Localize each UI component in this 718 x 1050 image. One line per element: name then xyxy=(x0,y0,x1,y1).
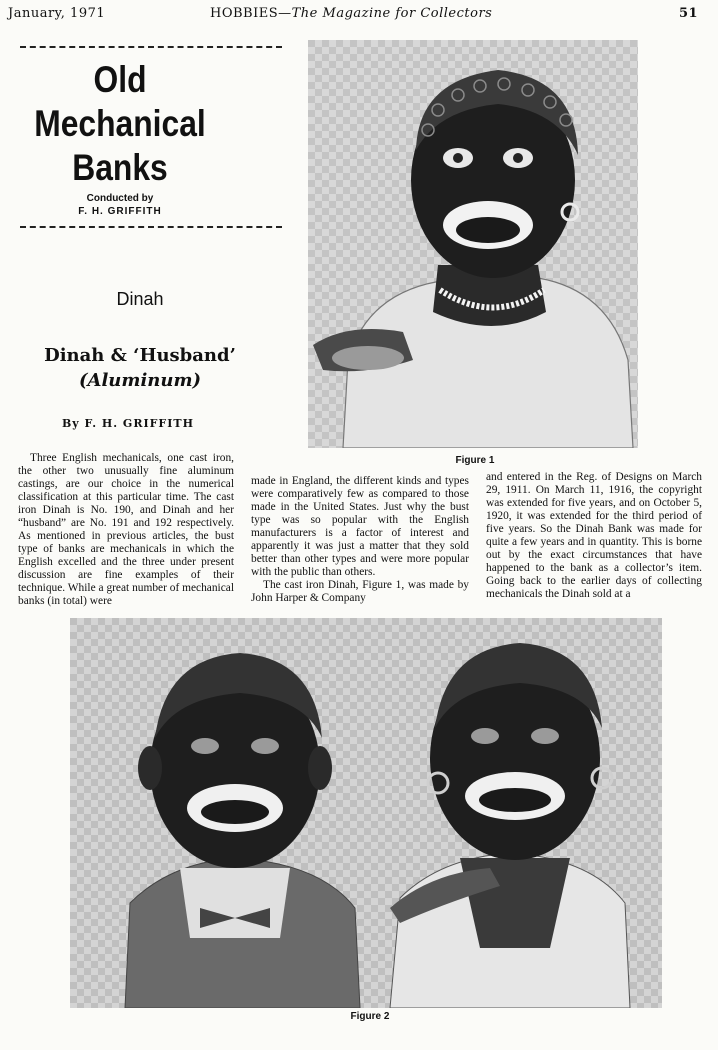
column-2-paragraph-1: made in England, the different kinds and types were comparatively few as compared to those made in the United States. Just why the bust type was so popular with the English manufacturers is a factor of interest and apparently it was just a matter that they sold better than other types and were more popular with the public than others. xyxy=(251,475,469,578)
article-title: Dinah & ‘Husband’ xyxy=(44,345,236,366)
column-2-paragraph-2: The cast iron Dinah, Figure 1, was made by John Harper & Company xyxy=(251,579,469,604)
header-magazine-tagline: The Magazine for Collectors xyxy=(291,6,493,21)
header-date: January, 1971 xyxy=(8,6,106,21)
header-magazine xyxy=(210,6,492,21)
page-number: 51 xyxy=(679,6,699,21)
article-subhead: Dinah xyxy=(116,289,164,309)
dinah-and-husband-illustration xyxy=(70,618,662,1008)
masthead-rule-bottom xyxy=(20,226,282,228)
masthead-line-old: Old xyxy=(93,59,147,100)
article-column-2 xyxy=(251,475,469,605)
figure-2-photo xyxy=(70,618,662,1008)
masthead-line-banks: Banks xyxy=(72,147,168,188)
masthead-title xyxy=(20,58,220,190)
article-title-sub: (Aluminum) xyxy=(78,370,202,391)
masthead-conducted-by: Conducted by xyxy=(86,193,154,204)
column-3-text: and entered in the Reg. of Designs on March 29, 1911. On March 11, 1916, the copyright was extended for five years, and on October 5, 1920, it was extended for the third period of five years. So the Dinah Bank was made for quite a few years and in quantity. This is borne out by the exact circumstances that have happened to the bank as a collector’s item. Going back to the earlier days of collecting mechanicals the Dinah sold at a xyxy=(486,471,702,600)
article-column-3 xyxy=(486,471,702,601)
figure-1-caption: Figure 1 xyxy=(455,455,495,466)
figure-2-caption: Figure 2 xyxy=(350,1011,390,1022)
figure-1-photo xyxy=(308,40,638,448)
column-1-text: Three English mechanicals, one cast iron, the other two unusually fine aluminum castings, are our choice in the numerical classification at this particular time. The cast iron Dinah is No. 190, and Dinah and her “husband” are No. 191 and 192 respectively. As mentioned in previous articles, the bust type of banks are mechanicals in which the English excelled and the three under present discussion are fine examples of their technique. While a great number of mechanical banks (in total) were xyxy=(18,452,234,607)
masthead-rule-top xyxy=(20,46,282,48)
masthead-author: F. H. GRIFFITH xyxy=(78,206,162,217)
masthead-line-mechanical: Mechanical xyxy=(34,103,206,144)
header-magazine-name: HOBBIES— xyxy=(210,6,292,21)
dinah-bust-illustration xyxy=(308,40,638,448)
article-byline: By F. H. GRIFFITH xyxy=(62,417,194,430)
article-column-1 xyxy=(18,452,234,608)
